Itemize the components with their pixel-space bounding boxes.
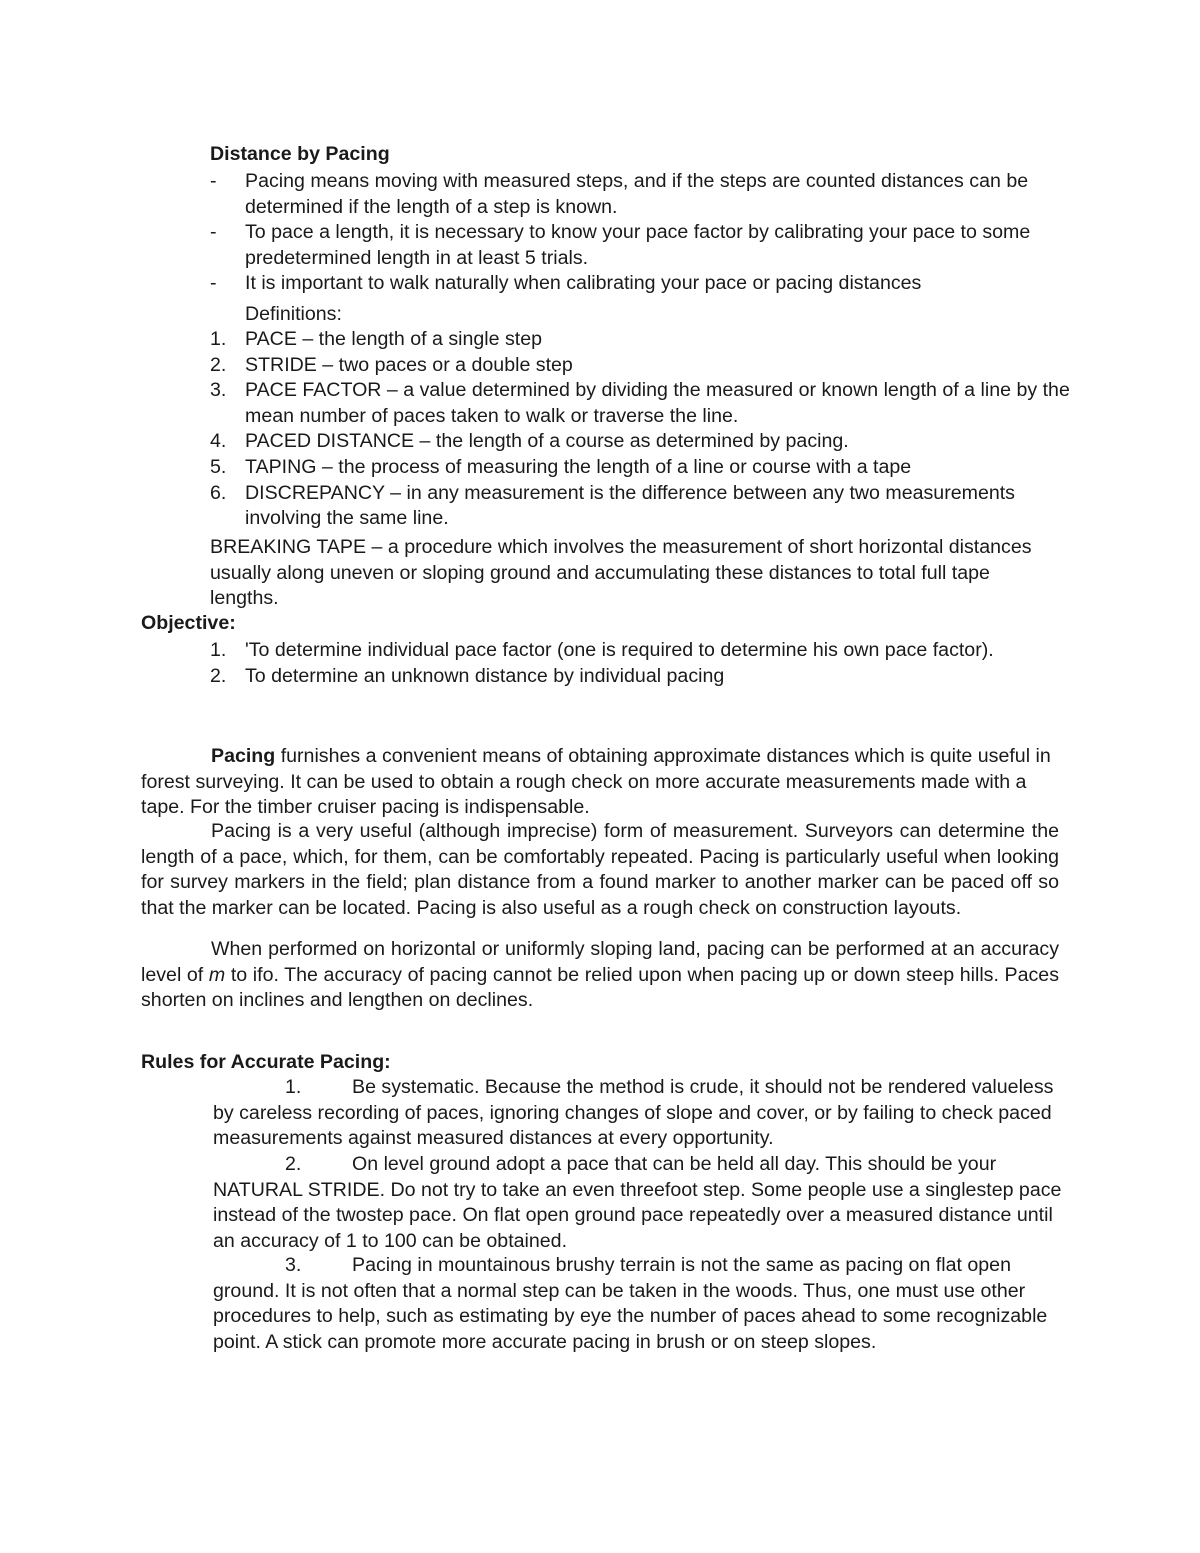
list-item-text: TAPING – the process of measuring the length of a line or course with a tape xyxy=(245,455,912,478)
list-item-text: STRIDE – two paces or a double step xyxy=(245,353,573,376)
list-item-text: To pace a length, it is necessary to know your pace factor by calibrating your pace to some predetermined length in at least 5 trials. xyxy=(245,221,1031,269)
intro-bullet-list xyxy=(210,169,1070,297)
list-number: 2. xyxy=(210,664,227,687)
list-item xyxy=(210,664,1070,690)
rule-number: 1. xyxy=(285,1076,302,1098)
paragraph-pacing-accuracy xyxy=(141,937,1059,1014)
list-item xyxy=(210,327,1070,353)
list-number: 6. xyxy=(210,481,227,504)
paragraph-lead-term: Pacing xyxy=(211,745,276,767)
list-item xyxy=(210,429,1070,455)
list-item xyxy=(210,455,1070,481)
objective-heading: Objective: xyxy=(141,612,236,634)
list-item xyxy=(210,353,1070,379)
paragraph-text: When performed on horizontal or uniformly sloping land, pacing can be performed at an accuracy level of xyxy=(141,938,1059,986)
list-item xyxy=(210,169,1070,220)
rule-number: 3. xyxy=(285,1254,302,1276)
list-item-text: 'To determine individual pace factor (one is required to determine his own pace factor). xyxy=(245,639,994,661)
list-number: 5. xyxy=(210,455,227,478)
definitions-label: Definitions: xyxy=(245,303,342,325)
rule-item xyxy=(213,1152,1063,1254)
list-item-text: DISCREPANCY – in any measurement is the difference between any two measurements involving the same line. xyxy=(245,481,1015,530)
italic-symbol: m xyxy=(208,963,226,986)
list-item-text: PACE FACTOR – a value determined by dividing the measured or known length of a line by the mean number of paces taken to walk or traverse the line. xyxy=(245,379,1070,427)
dash-marker: - xyxy=(210,170,217,192)
list-item xyxy=(210,271,1070,297)
list-number: 2. xyxy=(210,353,227,376)
rule-number: 2. xyxy=(285,1153,302,1175)
rule-text: Pacing in mountainous brushy terrain is not the same as pacing on flat open ground. It is not often that a normal step can be taken in the woods. Thus, one must use other procedures to help, such as estimating by eye the number of paces ahead to some recognizable point. A stick can promote more accurate pacing in brush or on steep slopes. xyxy=(213,1254,1048,1353)
list-number: 1. xyxy=(210,328,227,350)
paragraph-text: to ifo. The accuracy of pacing cannot be relied upon when pacing up or down steep hills. Paces shorten on inclines and lengthen on declines. xyxy=(141,963,1059,1012)
breaking-tape-definition: BREAKING TAPE – a procedure which involves the measurement of short horizontal distances usually along uneven or sloping ground and accumulating these distances to total full tape lengths. xyxy=(210,536,1032,610)
paragraph-text: furnishes a convenient means of obtaining approximate distances which is quite useful in forest surveying. It can be used to obtain a rough check on more accurate measurements made with a tape. For the timber cruiser pacing is indispensable. xyxy=(141,745,1051,819)
dash-marker: - xyxy=(210,272,217,295)
list-item-text: It is important to walk naturally when calibrating your pace or pacing distances xyxy=(245,272,922,295)
rule-item xyxy=(213,1253,1063,1355)
paragraph-pacing-usefulness xyxy=(141,819,1059,921)
list-item xyxy=(210,481,1070,532)
list-item xyxy=(210,638,1070,664)
list-number: 1. xyxy=(210,639,227,661)
section-title: Distance by Pacing xyxy=(210,143,390,165)
rule-text: Be systematic. Because the method is crude, it should not be rendered valueless by careless recording of paces, ignoring changes of slope and cover, or by failing to check paced measurements against measured distances at every opportunity. xyxy=(213,1076,1054,1150)
rule-text: On level ground adopt a pace that can be held all day. This should be your NATURAL STRIDE. Do not try to take an even threefoot step. Some people use a singlestep pace instead of the twostep pace. On flat open ground pace repeatedly over a measured distance until an accuracy of 1 to 100 can be obtained. xyxy=(213,1153,1062,1252)
objective-list xyxy=(210,638,1070,689)
rule-item xyxy=(213,1075,1063,1152)
paragraph-text: Pacing is a very useful (although imprecise) form of measurement. Surveyors can determine the length of a pace, which, for them, can be comfortably repeated. Pacing is particularly useful when looking for survey markers in the field; plan distance from a found marker to another marker can be paced off so that the marker can be located. Pacing is also useful as a rough check on construction layouts. xyxy=(141,820,1059,919)
list-item xyxy=(210,378,1070,429)
rules-heading: Rules for Accurate Pacing: xyxy=(141,1051,391,1073)
list-number: 4. xyxy=(210,430,227,453)
list-item-text: To determine an unknown distance by individual pacing xyxy=(245,664,725,687)
dash-marker: - xyxy=(210,221,217,244)
list-item-text: PACED DISTANCE – the length of a course as determined by pacing. xyxy=(245,430,849,453)
list-item xyxy=(210,220,1070,271)
list-item-text: PACE – the length of a single step xyxy=(245,328,542,350)
paragraph-pacing-intro xyxy=(141,744,1059,821)
list-number: 3. xyxy=(210,379,227,402)
definitions-list xyxy=(210,327,1070,532)
list-item-text: Pacing means moving with measured steps, and if the steps are counted distances can be determined if the length of a step is known. xyxy=(245,170,1029,218)
